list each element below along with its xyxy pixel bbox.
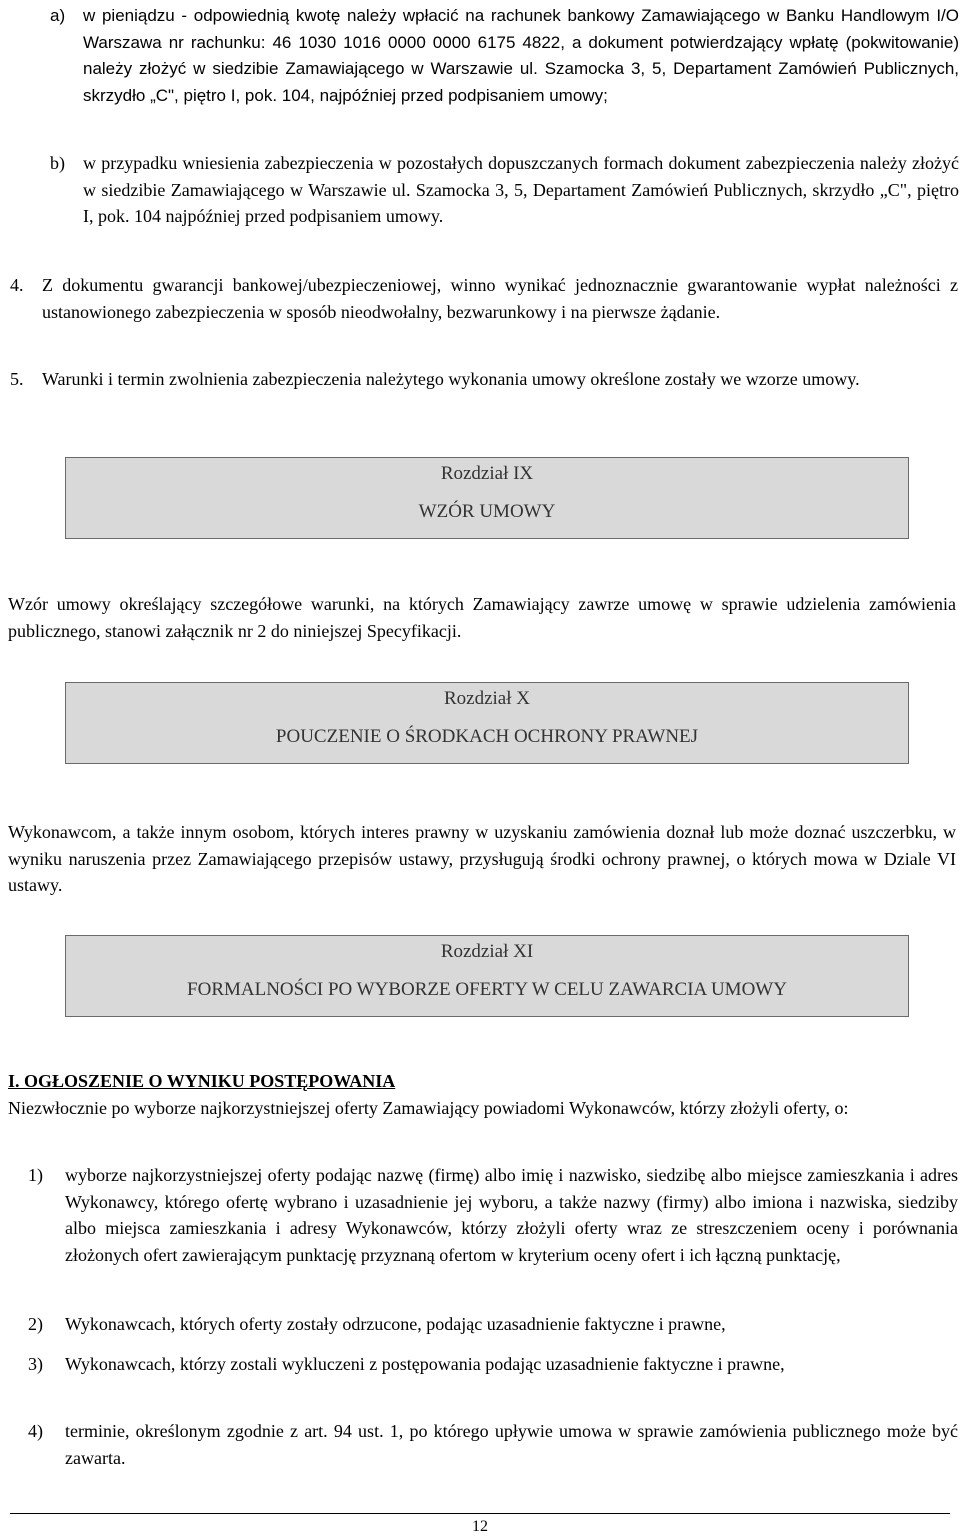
list-item-text: w przypadku wniesienia zabezpieczenia w pozostałych dopuszczanych formach dokument zabezpieczenia należy złożyć w siedzibie Zamawiającego w Warszawie ul. Szamocka 3, 5, Departament Zamówień Publicznych, skrzydło „C", piętro I, pok. 104 najpóźniej przed podpisaniem umowy. bbox=[83, 153, 959, 226]
list-item-text: wyborze najkorzystniejszej oferty podając nazwę (firmę) albo imię i nazwisko, siedzibę albo miejsce zamieszkania i adres Wykonawcy, którego ofertę wybrano i uzasadnienie jej wyboru, a także nazwy (firmy) albo imiona i nazwiska, siedziby albo miejsca zamieszkania i adresy Wykonawców, którzy złożyli oferty wraz ze streszczeniem oceny i porównania złożonych ofert zawierającym punktację przyznaną ofertom w kryterium oceny ofert i ich łączną punktację, bbox=[65, 1165, 958, 1265]
chapter-9-text: Wzór umowy określający szczegółowe warunki, na których Zamawiający zawrze umowę w sprawie udzielenia zamówienia publicznego, stanowi załącznik nr 2 do niniejszej Specyfikacji. bbox=[8, 594, 956, 641]
point-label: 4. bbox=[10, 275, 24, 295]
list-item-text: terminie, określonym zgodnie z art. 94 ust. 1, po którego upływie umowa w sprawie zamówienia publicznego może być zawarta. bbox=[65, 1421, 958, 1468]
chapter-10-header bbox=[65, 682, 909, 764]
point-text: Z dokumentu gwarancji bankowej/ubezpieczeniowej, winno wynikać jednoznacznie gwarantowanie wypłat należności z ustanowionego zabezpieczenia w sposób nieodwołalny, bezwarunkowy i na pierwsze żądanie. bbox=[42, 275, 958, 322]
page-number: 12 bbox=[472, 1518, 488, 1535]
list-item-text: Wykonawcach, których oferty zostały odrzucone, podając uzasadnienie faktyczne i prawne, bbox=[65, 1314, 726, 1334]
list-item-label: b) bbox=[50, 153, 65, 173]
chapter-9-header bbox=[65, 457, 909, 539]
chapter-title: FORMALNOŚCI PO WYBORZE OFERTY W CELU ZAWARCIA UMOWY bbox=[187, 979, 787, 1000]
chapter-number: Rozdział IX bbox=[440, 463, 534, 484]
footer-divider bbox=[10, 1513, 950, 1514]
list-item-label: 4) bbox=[28, 1421, 43, 1441]
section-heading: I. OGŁOSZENIE O WYNIKU POSTĘPOWANIA bbox=[8, 1071, 396, 1091]
list-item-label: a) bbox=[50, 6, 66, 25]
point-label: 5. bbox=[10, 369, 24, 389]
list-item-text: Wykonawcach, którzy zostali wykluczeni z postępowania podając uzasadnienie faktyczne i prawne, bbox=[65, 1354, 785, 1374]
list-item-label: 2) bbox=[28, 1314, 43, 1334]
list-item-text: w pieniądzu - odpowiednią kwotę należy wpłacić na rachunek bankowy Zamawiającego w Banku Handlowym I/O Warszawa nr rachunku: 46 1030 1016 0000 0000 6175 4822, a dokument potwierdzający wpłatę (pokwitowanie) należy złożyć w siedzibie Zamawiającego w Warszawie ul. Szamocka 3, 5, Departament Zamówień Publicznych, skrzydło „C", piętro I, pok. 104, najpóźniej przed podpisaniem umowy; bbox=[83, 6, 959, 105]
chapter-10-text: Wykonawcom, a także innym osobom, których interes prawny w uzyskaniu zamówienia doznał lub może doznać uszczerbku, w wyniku naruszenia przez Zamawiającego przepisów ustawy, przysługują środki ochrony prawnej, o których mowa w Dziale VI ustawy. bbox=[8, 822, 956, 895]
chapter-number: Rozdział XI bbox=[440, 941, 534, 962]
list-item-label: 1) bbox=[28, 1165, 43, 1185]
section-intro: Niezwłocznie po wyborze najkorzystniejszej oferty Zamawiający powiadomi Wykonawców, którzy złożyli oferty, o: bbox=[8, 1098, 849, 1118]
point-text: Warunki i termin zwolnienia zabezpieczenia należytego wykonania umowy określone zostały we wzorze umowy. bbox=[42, 369, 860, 389]
chapter-11-header bbox=[65, 935, 909, 1017]
list-item-label: 3) bbox=[28, 1354, 43, 1374]
chapter-title: POUCZENIE O ŚRODKACH OCHRONY PRAWNEJ bbox=[275, 726, 699, 747]
chapter-title: WZÓR UMOWY bbox=[418, 501, 556, 522]
chapter-number: Rozdział X bbox=[443, 688, 530, 709]
